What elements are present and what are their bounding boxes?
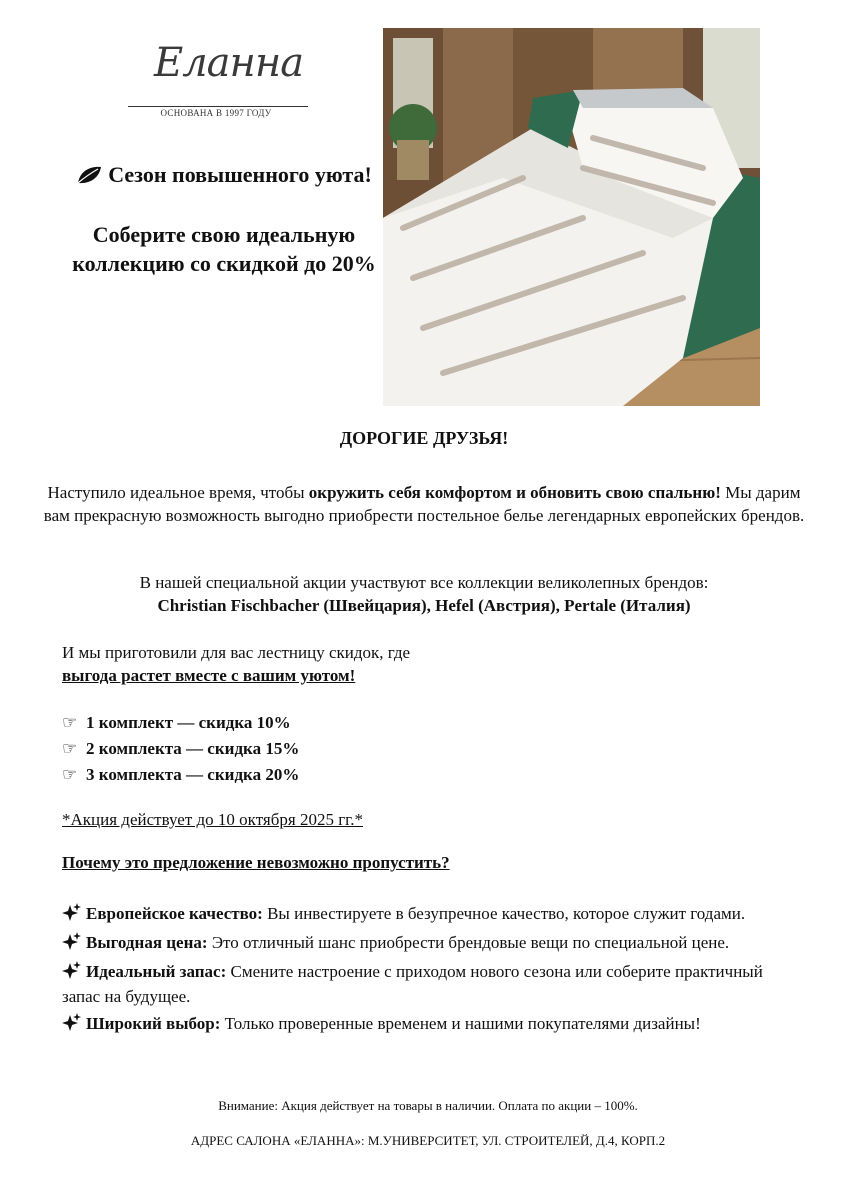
logo-script-text: Еланна: [154, 40, 304, 86]
payment-note: Внимание: Акция действует на товары в наличии. Оплата по акции – 100%.: [218, 1098, 638, 1113]
promo-headline: [56, 160, 392, 278]
benefit-text: Смените настроение с приходом нового сезона или соберите практичный запас на будущее.: [62, 962, 763, 1006]
sparkles-icon: [62, 961, 82, 985]
intro-text-end: Мы дарим вам прекрасную возможность выгодно приобрести постельное белье легендарных европейских брендов.: [43, 483, 805, 525]
benefit-item: [62, 931, 802, 956]
tier-label: 1 комплект — скидка 10%: [86, 713, 291, 732]
brands-paragraph: [40, 571, 808, 617]
pointing-hand-icon: ☞: [62, 713, 78, 732]
benefit-text: Только проверенные временем и нашими покупателями дизайны!: [220, 1014, 701, 1033]
logo-tagline: ОСНОВАНА В 1997 ГОДУ: [160, 108, 272, 118]
greeting-heading: ДОРОГИЕ ДРУЗЬЯ!: [339, 428, 509, 448]
benefit-title: Широкий выбор:: [86, 1014, 221, 1033]
pointing-hand-icon: ☞: [62, 765, 78, 784]
brands-lead: В нашей специальной акции участвуют все коллекции великолепных брендов:: [139, 573, 709, 592]
why-heading: Почему это предложение невозможно пропустить?: [62, 853, 450, 872]
benefit-item: [62, 960, 802, 1008]
sparkles-icon: [62, 903, 82, 927]
benefit-item: [62, 902, 802, 927]
brands-list: Christian Fischbacher (Швейцария), Hefel (Австрия), Pertale (Италия): [157, 596, 691, 615]
benefit-title: Выгодная цена:: [86, 933, 208, 952]
tier-label: 2 комплекта — скидка 15%: [86, 739, 300, 758]
brand-logo: [124, 30, 308, 122]
headline-line2: Соберите свою идеальную коллекцию со скидкой до 20%: [72, 222, 376, 276]
benefit-text: Это отличный шанс приобрести брендовые вещи по специальной цене.: [207, 933, 730, 952]
promo-deadline: *Акция действует до 10 октября 2025 гг.*: [62, 810, 363, 829]
benefit-title: Идеальный запас:: [86, 962, 227, 981]
benefit-item: [62, 1012, 802, 1037]
benefit-text: Вы инвестируете в безупречное качество, которое служит годами.: [262, 904, 746, 923]
headline-line1: Сезон повышенного уюта!: [108, 162, 372, 187]
ladder-intro-text: И мы приготовили для вас лестницу скидок, где: [62, 643, 411, 662]
headline-line1-block: [56, 160, 392, 192]
discount-tier: [62, 736, 802, 762]
pointing-hand-icon: ☞: [62, 739, 78, 758]
ladder-intro: [62, 641, 802, 687]
discount-tier: [62, 762, 802, 788]
logo-rule: [128, 106, 308, 107]
benefit-title: Европейское качество:: [86, 904, 263, 923]
salon-address: АДРЕС САЛОНА «ЕЛАННА»: М.УНИВЕРСИТЕТ, УЛ. СТРОИТЕЛЕЙ, Д.4, КОРП.2: [190, 1133, 666, 1148]
tier-label: 3 комплекта — скидка 20%: [86, 765, 300, 784]
intro-text-start: Наступило идеальное время, чтобы: [47, 483, 309, 502]
discount-tiers: [62, 710, 802, 788]
ladder-emphasis: выгода растет вместе с вашим уютом!: [62, 666, 356, 685]
benefits-list: [62, 902, 802, 1041]
sparkles-icon: [62, 1013, 82, 1037]
bedding-photo: [383, 28, 760, 406]
intro-paragraph: [40, 481, 808, 527]
leaf-icon: [76, 163, 102, 192]
discount-tier: [62, 710, 802, 736]
intro-bold: окружить себя комфортом и обновить свою спальню!: [308, 483, 721, 502]
sparkles-icon: [62, 932, 82, 956]
